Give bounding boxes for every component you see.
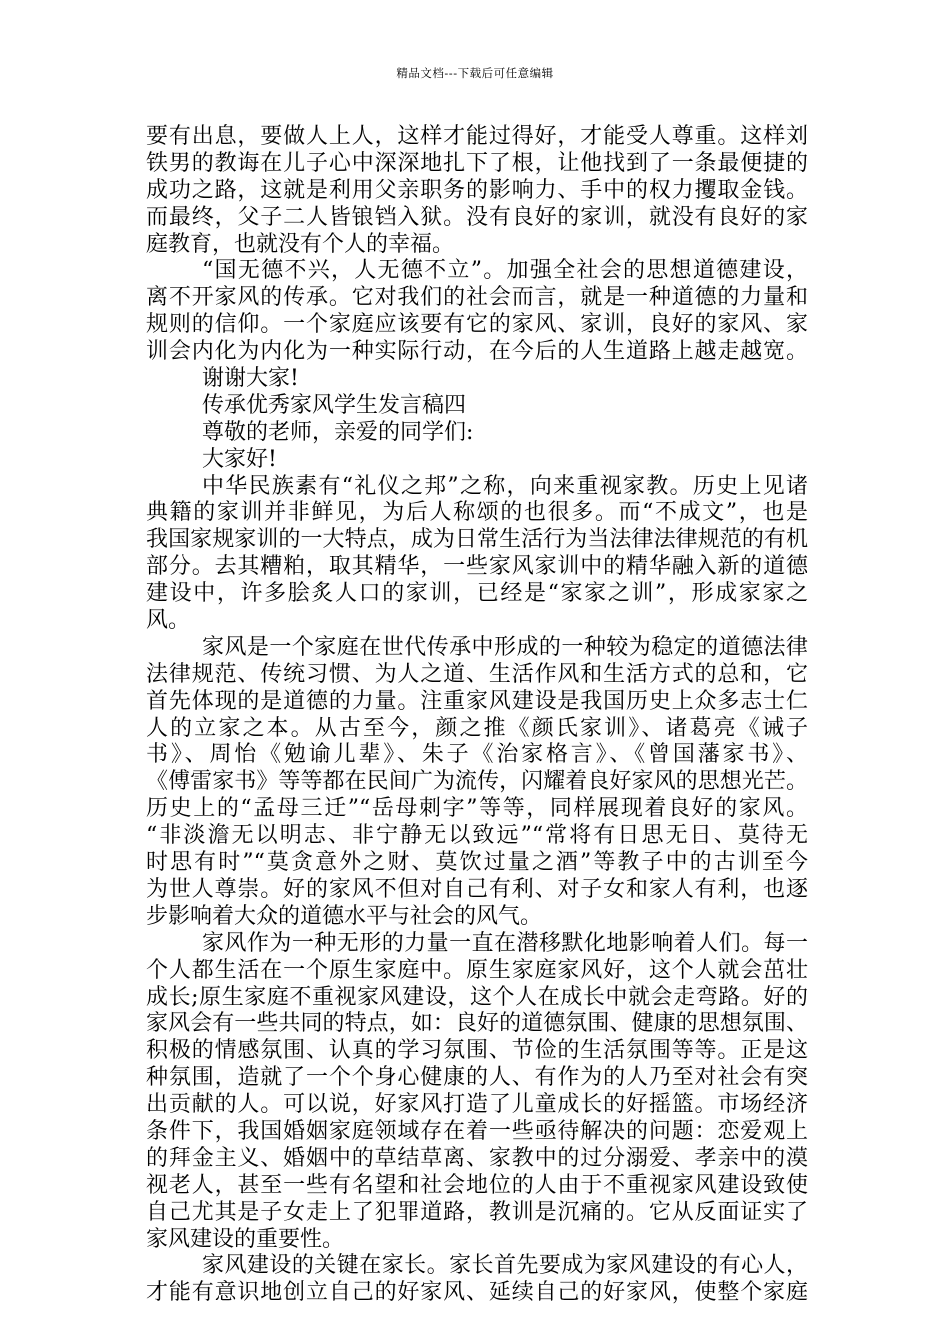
text-line: 家风建设的关键在家长。家长首先要成为家风建设的有心人， — [202, 1253, 808, 1279]
text-line: 自己尤其是子女走上了犯罪道路，教训是沉痛的。它从反面证实了 — [146, 1199, 808, 1225]
text-line: 条件下，我国婚姻家庭领域存在着一些亟待解决的问题：恋爱观上 — [146, 1118, 808, 1144]
text-line: 部分。去其糟粕，取其精华，一些家风家训中的精华融入新的道德 — [146, 554, 808, 580]
text-line: 个人都生活在一个原生家庭中。原生家庭家风好，这个人就会茁壮 — [146, 957, 808, 983]
text-line: 《傅雷家书》等等都在民间广为流传，闪耀着良好家风的思想光芒。 — [146, 769, 808, 795]
text-line: 种氛围，造就了一个个身心健康的人、有作为的人乃至对社会有突 — [146, 1065, 808, 1091]
text-line: 而最终，父子二人皆锒铛入狱。没有良好的家训，就没有良好的家 — [146, 204, 808, 230]
page-header: 精品文档---下载后可任意编辑 — [396, 66, 554, 80]
text-line: 尊敬的老师，亲爱的同学们: — [202, 419, 474, 445]
text-line: 的拜金主义、婚姻中的草结草离、家教中的过分溺爱、孝亲中的漠 — [146, 1145, 808, 1171]
text-line: 积极的情感氛围、认真的学习氛围、节俭的生活氛围等等。正是这 — [146, 1038, 808, 1064]
text-line: 时思有时”“莫贪意外之财、莫饮过量之酒”等教子中的古训至今 — [146, 850, 808, 876]
text-line: 训会内化为内化为一种实际行动，在今后的人生道路上越走越宽。 — [146, 339, 808, 365]
text-line: 成长;原生家庭不重视家风建设，这个人在成长中就会走弯路。好的 — [146, 984, 808, 1010]
text-line: “国无德不兴，人无德不立”。加强全社会的思想道德建设， — [202, 258, 808, 284]
text-line: 中华民族素有“礼仪之邦”之称，向来重视家教。历史上见诸 — [202, 473, 808, 499]
text-line: 视老人，甚至一些有名望和社会地位的人由于不重视家风建设致使 — [146, 1172, 808, 1198]
text-line: 书》、周怡《勉谕儿辈》、朱子《治家格言》、《曾国藩家书》、 — [146, 742, 808, 768]
text-line: 首先体现的是道德的力量。注重家风建设是我国历史上众多志士仁 — [146, 688, 808, 714]
text-line: 要有出息，要做人上人，这样才能过得好，才能受人尊重。这样刘 — [146, 124, 808, 149]
text-line: 大家好! — [202, 446, 277, 472]
text-line: 建设中，许多脍炙人口的家训，已经是“家家之训”，形成家家之 — [146, 581, 808, 607]
text-line: 风。 — [146, 608, 191, 634]
text-line: 出贡献的人。可以说，好家风打造了儿童成长的好摇篮。市场经济 — [146, 1092, 808, 1118]
text-line: 规则的信仰。一个家庭应该要有它的家风、家训，良好的家风、家 — [146, 312, 808, 338]
text-line: 家风作为一种无形的力量一直在潜移默化地影响着人们。每一 — [202, 930, 808, 956]
text-line: 法律规范、传统习惯、为人之道、生活作风和生活方式的总和，它 — [146, 661, 808, 687]
text-line: 谢谢大家! — [202, 366, 299, 392]
text-line: 铁男的教诲在儿子心中深深地扎下了根，让他找到了一条最便捷的 — [146, 150, 808, 176]
text-line: 步影响着大众的道德水平与社会的风气。 — [146, 903, 543, 929]
text-line: 历史上的“孟母三迁”“岳母刺字”等等，同样展现着良好的家风。 — [146, 796, 808, 822]
text-line: 我国家规家训的一大特点，成为日常生活行为当法律法律规范的有机 — [146, 527, 808, 553]
document-body — [146, 124, 808, 1307]
text-line: 离不开家风的传承。它对我们的社会而言，就是一种道德的力量和 — [146, 285, 808, 311]
text-line: 典籍的家训并非鲜见，为后人称颂的也很多。而“不成文”，也是 — [146, 500, 808, 526]
text-line: 人的立家之本。从古至今，颜之推《颜氏家训》、诸葛亮《诫子 — [146, 715, 808, 741]
text-line: 为世人尊崇。好的家风不但对自己有利、对子女和家人有利，也逐 — [146, 876, 808, 902]
text-line: 传承优秀家风学生发言稿四 — [202, 392, 467, 418]
text-line: 才能有意识地创立自己的好家风、延续自己的好家风，使整个家庭 — [146, 1280, 808, 1306]
text-line: 庭教育，也就没有个人的幸福。 — [146, 231, 455, 257]
text-line: 成功之路，这就是利用父亲职务的影响力、手中的权力攫取金钱。 — [146, 177, 808, 203]
text-line: 家风建设的重要性。 — [146, 1226, 345, 1252]
text-line: “非淡澹无以明志、非宁静无以致远”“常将有日思无日、莫待无 — [146, 823, 808, 849]
text-line: 家风会有一些共同的特点，如：良好的道德氛围、健康的思想氛围、 — [146, 1011, 808, 1037]
text-line: 家风是一个家庭在世代传承中形成的一种较为稳定的道德法律 — [202, 634, 808, 660]
